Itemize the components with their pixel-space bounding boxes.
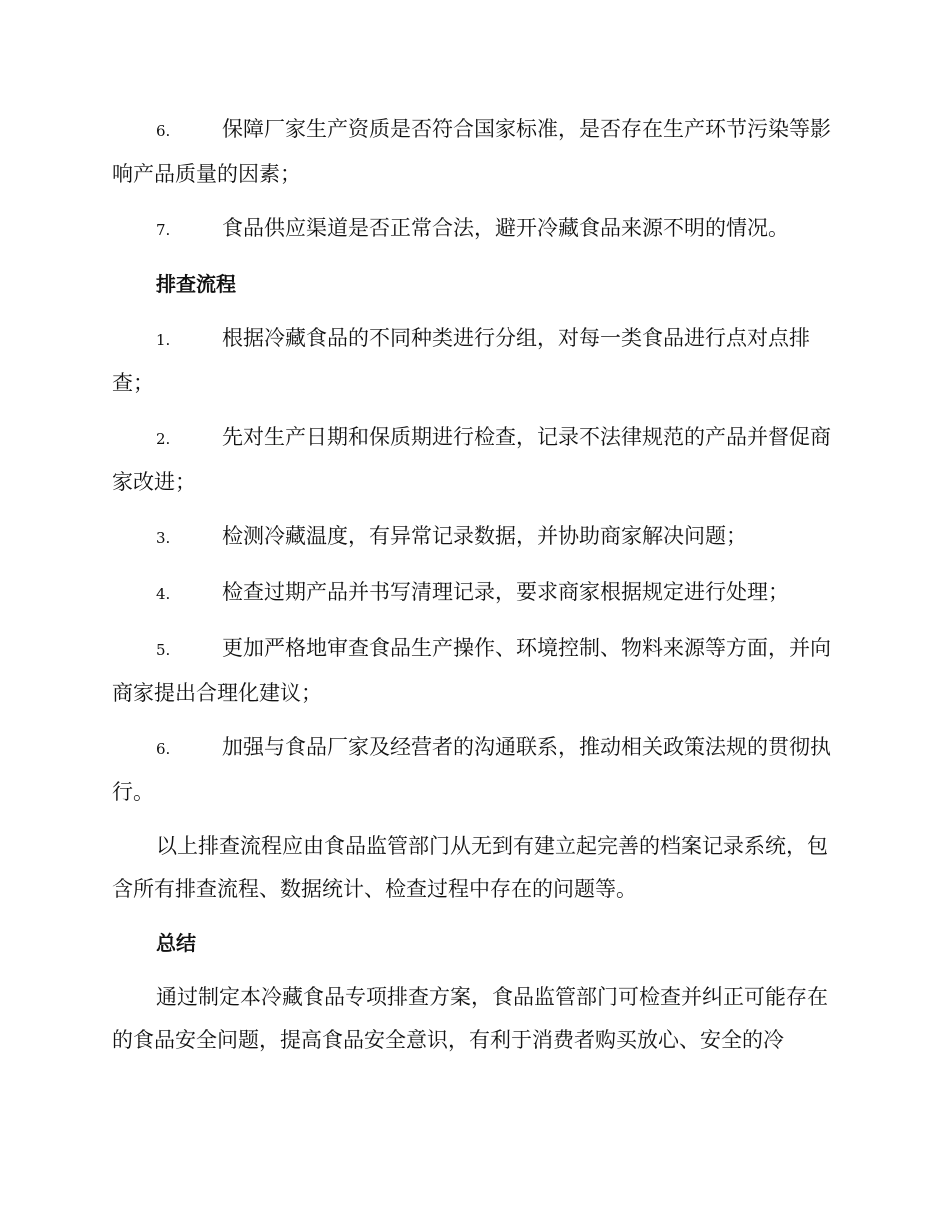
section-heading-summary: 总结 — [156, 931, 196, 955]
list-text: 食品供应渠道是否正常合法，避开冷藏食品来源不明的情况。 — [222, 216, 789, 240]
list-text: 检测冷藏温度，有异常记录数据，并协助商家解决问题； — [222, 524, 747, 548]
body-paragraph: 通过制定本冷藏食品专项排查方案，食品监管部门可检查并纠正可能存在的食品安全问题，提高食品安全意识，有利于消费者购买放心、安全的冷 — [112, 985, 828, 1052]
body-paragraph: 以上排查流程应由食品监管部门从无到有建立起完善的档案记录系统，包含所有排查流程、数据统计、检查过程中存在的问题等。 — [112, 834, 828, 901]
list-number: 7. — [156, 221, 171, 239]
list-number: 6. — [156, 122, 171, 140]
list-number: 4. — [156, 585, 171, 603]
list-item — [112, 416, 834, 504]
list-number: 2. — [156, 430, 171, 448]
list-number: 6. — [156, 740, 171, 758]
list-text: 更加严格地审查食品生产操作、环境控制、物料来源等方面，并向商家提出合理化建议； — [112, 636, 831, 705]
list-item — [112, 571, 834, 616]
list-text: 加强与食品厂家及经营者的沟通联系，推动相关政策法规的贯彻执行。 — [112, 735, 831, 804]
list-item — [112, 317, 834, 405]
list-item — [112, 207, 834, 252]
list-number: 1. — [156, 331, 171, 349]
list-item — [112, 726, 834, 814]
section-heading-process: 排查流程 — [156, 272, 236, 296]
list-item — [112, 108, 834, 196]
list-item — [112, 515, 834, 560]
list-text: 根据冷藏食品的不同种类进行分组，对每一类食品进行点对点排查； — [112, 326, 810, 395]
list-text: 检查过期产品并书写清理记录，要求商家根据规定进行处理； — [222, 580, 789, 604]
list-text: 先对生产日期和保质期进行检查，记录不法律规范的产品并督促商家改进； — [112, 425, 831, 494]
list-item — [112, 627, 834, 715]
document-page — [112, 108, 834, 1073]
list-number: 3. — [156, 529, 171, 547]
list-number: 5. — [156, 641, 171, 659]
list-text: 保障厂家生产资质是否符合国家标准，是否存在生产环节污染等影响产品质量的因素； — [112, 117, 831, 186]
